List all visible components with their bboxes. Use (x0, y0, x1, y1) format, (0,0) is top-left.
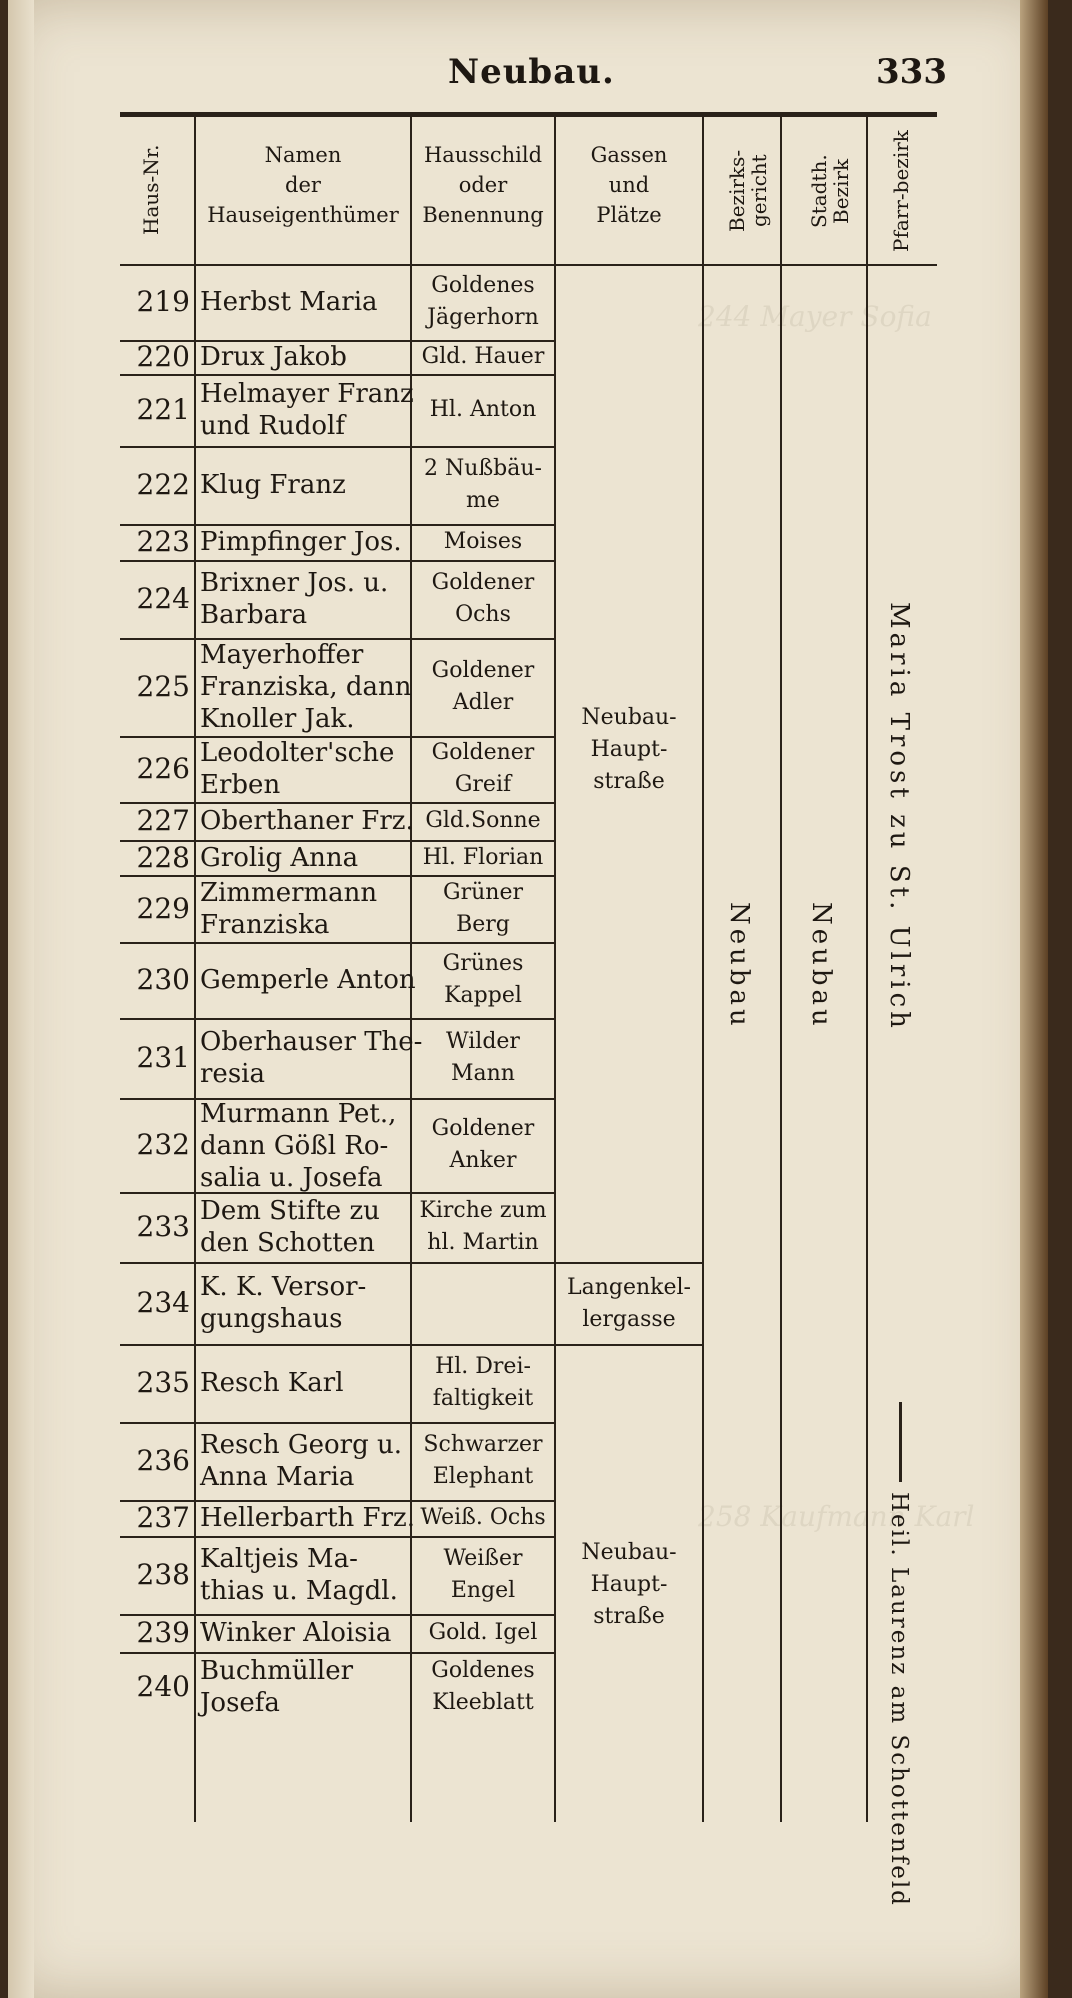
parish-divider (899, 1402, 902, 1482)
house-number: 220 (136, 340, 190, 373)
house-sign: Kirche zum hl. Martin (419, 1198, 547, 1255)
house-sign: Goldener Anker (431, 1116, 535, 1173)
table-row (120, 560, 937, 638)
house-number: 233 (136, 1210, 190, 1243)
street-group-rule (556, 1344, 702, 1346)
house-number: 227 (136, 804, 190, 837)
header-court: Bezirks-gericht (725, 149, 771, 233)
table-row (120, 340, 937, 374)
house-sign: Gld.Sonne (425, 808, 541, 833)
house-number: 234 (136, 1286, 190, 1319)
header-owners (198, 140, 408, 230)
court-district-text: Neubau (724, 902, 754, 1030)
street-line: straße (593, 1604, 665, 1629)
owner-name: Grolig Anna (200, 842, 359, 873)
table-row (120, 1536, 937, 1614)
house-sign: Wilder Mann (446, 1029, 520, 1086)
owner-name: Hellerbarth Frz. (200, 1503, 415, 1533)
owner-name: Gemperle Anton (200, 965, 416, 995)
owner-name: Pimpfinger Jos. (200, 527, 402, 557)
table-row (120, 1344, 937, 1422)
city-district-text: Neubau (806, 902, 836, 1030)
house-sign: Hl. Florian (422, 844, 544, 870)
house-sign: Goldener Greif (431, 740, 535, 797)
owner-name: Brixner Jos. u. Barbara (200, 568, 389, 630)
house-sign: Goldenes Jägerhorn (427, 273, 539, 330)
street-name-lower (558, 1537, 700, 1633)
owner-name: Kaltjeis Ma- thias u. Magdl. (200, 1544, 398, 1606)
house-number: 224 (136, 582, 190, 615)
header-streets (558, 140, 700, 230)
table-row (120, 1098, 937, 1192)
house-sign: Schwarzer Elephant (423, 1432, 543, 1489)
house-sign: Goldener Ochs (431, 570, 535, 627)
header-sign-line: Hausschild (423, 143, 543, 167)
table-row (120, 1262, 937, 1344)
house-number: 229 (136, 891, 190, 925)
street-name-upper (558, 702, 700, 798)
owner-name: Murmann Pet., dann Gößl Ro- salia u. Josefa (200, 1099, 397, 1193)
owner-name: Leodolter'sche Erben (200, 738, 395, 800)
house-sign: Grünes Kappel (442, 951, 524, 1008)
house-sign: Weiß. Ochs (420, 1505, 546, 1530)
header-owners-line: Hauseigenthümer (207, 203, 399, 227)
house-sign: 2 Nußbäu- me (424, 456, 542, 513)
owner-name: Zimmermann Franziska (200, 877, 378, 940)
house-number: 219 (136, 285, 190, 318)
book-page (8, 0, 1048, 1998)
owner-name: Drux Jakob (200, 342, 347, 372)
register-table (120, 112, 937, 1907)
house-sign: Gold. Igel (428, 1620, 538, 1645)
table-row (120, 1652, 937, 1722)
house-sign: Goldenes Kleeblatt (431, 1658, 535, 1715)
owner-name: Klug Franz (200, 470, 346, 500)
street-line: Neubau- (581, 1540, 677, 1565)
header-sign-line: oder (458, 173, 508, 197)
house-number: 228 (136, 840, 190, 874)
header-streets-line: Gassen (590, 143, 668, 167)
page-number: 333 (876, 52, 947, 92)
house-sign: Hl. Anton (429, 397, 537, 422)
house-number: 239 (136, 1616, 190, 1649)
house-number: 237 (136, 1501, 190, 1534)
header-owners-line: der (285, 173, 321, 197)
owner-name: Resch Karl (200, 1368, 344, 1398)
house-sign: Grüner Berg (443, 879, 523, 937)
owner-name: Buchmüller Josefa (200, 1656, 354, 1718)
house-sign: Hl. Drei- faltigkeit (432, 1354, 534, 1411)
street-line: straße (593, 769, 665, 794)
table-row (120, 446, 937, 524)
street-line: Langenkel- (567, 1275, 691, 1300)
owner-name: Oberthaner Frz. (200, 806, 414, 836)
house-number: 226 (136, 752, 190, 785)
header-sign (414, 140, 552, 230)
street-group-rule (556, 1262, 702, 1264)
street-name-middle (558, 1272, 700, 1336)
header-streets-line: Plätze (596, 203, 662, 227)
house-number: 221 (136, 393, 190, 426)
house-number: 231 (136, 1041, 190, 1074)
table-row (120, 638, 937, 736)
table-row (120, 736, 937, 802)
table-row (120, 802, 937, 840)
page-spine (8, 0, 34, 1998)
table-row (120, 374, 937, 446)
table-row (120, 1192, 937, 1262)
book-edge (1020, 0, 1048, 1998)
table-row (120, 1500, 937, 1536)
table-top-rule (120, 112, 937, 117)
house-sign: Gld. Hauer (421, 344, 545, 369)
owner-name: Helmayer Franz und Rudolf (200, 379, 414, 441)
street-line: Neubau- (581, 705, 677, 730)
house-number: 235 (136, 1366, 190, 1399)
street-line: Haupt- (590, 737, 668, 762)
house-number: 223 (136, 525, 190, 558)
house-number: 222 (136, 468, 190, 501)
header-sign-line: Benennung (422, 203, 544, 227)
table-row (120, 1422, 937, 1500)
owner-name: Resch Georg u. Anna Maria (200, 1430, 403, 1492)
header-house-no: Haus-Nr. (139, 144, 163, 236)
house-sign: Weißer Engel (443, 1546, 523, 1603)
header-city-district: Stadth. Bezirk (807, 154, 853, 228)
house-number: 236 (136, 1444, 190, 1477)
bleed-through-text: 258 Kaufmann Karl (698, 1500, 975, 1533)
owner-name: Oberhauser The- resia (200, 1027, 423, 1089)
street-line: lergasse (582, 1307, 676, 1332)
house-sign: Moises (443, 529, 523, 554)
parish-lower-text: Heil. Laurenz am Schottenfeld (886, 1492, 912, 1907)
owner-name: K. K. Versor- gungshaus (200, 1272, 367, 1334)
table-row (120, 264, 937, 340)
parish-upper-text: Maria Trost zu St. Ulrich (884, 602, 914, 1032)
owner-name: Mayerhoffer Franziska, dann Knoller Jak. (200, 640, 412, 734)
house-number: 232 (136, 1128, 190, 1161)
header-owners-line: Namen (264, 143, 342, 167)
owner-name: Herbst Maria (200, 287, 378, 317)
table-row (120, 524, 937, 560)
house-number: 230 (136, 963, 190, 996)
owner-name: Dem Stifte zu den Schotten (200, 1196, 380, 1258)
header-streets-line: und (608, 173, 650, 197)
bleed-through-text: 244 Mayer Sofia (698, 300, 932, 333)
table-row (120, 1614, 937, 1652)
street-line: Haupt- (590, 1572, 668, 1597)
house-number: 240 (136, 1670, 190, 1703)
header-parish: Pfarr-bezirk (889, 130, 913, 252)
owner-name: Winker Aloisia (200, 1618, 392, 1648)
house-number: 238 (136, 1558, 190, 1591)
page-title: Neubau. (448, 52, 615, 92)
house-number: 225 (136, 670, 190, 703)
house-sign: Goldener Adler (431, 658, 535, 715)
table-row (120, 1018, 937, 1098)
table-row (120, 840, 937, 875)
